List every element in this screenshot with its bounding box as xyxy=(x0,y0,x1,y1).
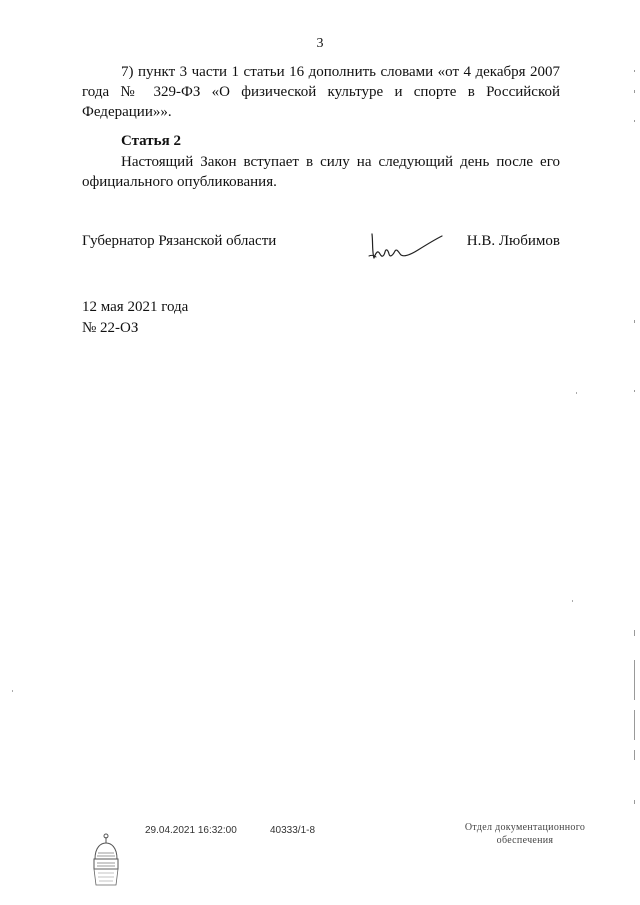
scan-artifact xyxy=(576,392,577,394)
scan-artifact xyxy=(12,690,13,692)
signature-block xyxy=(82,232,560,272)
article-heading: Статья 2 xyxy=(121,133,181,149)
law-number: № 22-ОЗ xyxy=(82,320,139,336)
footer-registration-number: 40333/1-8 xyxy=(270,825,316,836)
document-footer xyxy=(0,818,640,898)
scan-artifact xyxy=(572,600,573,602)
signatory-name: Н.В. Любимов xyxy=(466,233,560,249)
law-date: 12 мая 2021 года xyxy=(82,299,189,315)
page-number: 3 xyxy=(316,36,324,51)
paragraph-effective-date: Настоящий Закон вступает в силу на следующий день после его официального опубликования. xyxy=(82,154,560,190)
handwritten-signature xyxy=(366,228,446,264)
department-stamp xyxy=(440,821,610,847)
coat-of-arms-icon xyxy=(91,823,121,889)
stamp-line-2: обеспечения xyxy=(496,835,554,846)
scan-margin-marks xyxy=(632,60,638,840)
stamp-line-1: Отдел документационного xyxy=(464,822,586,833)
signatory-title: Губернатор Рязанской области xyxy=(82,233,277,249)
paragraph-item-7: 7) пункт 3 части 1 статьи 16 дополнить словами «от 4 декабря 2007 года № 329-ФЗ «О физической культуре и спорте в Российской Федерации»». xyxy=(82,64,560,120)
footer-timestamp: 29.04.2021 16:32:00 xyxy=(145,825,237,836)
